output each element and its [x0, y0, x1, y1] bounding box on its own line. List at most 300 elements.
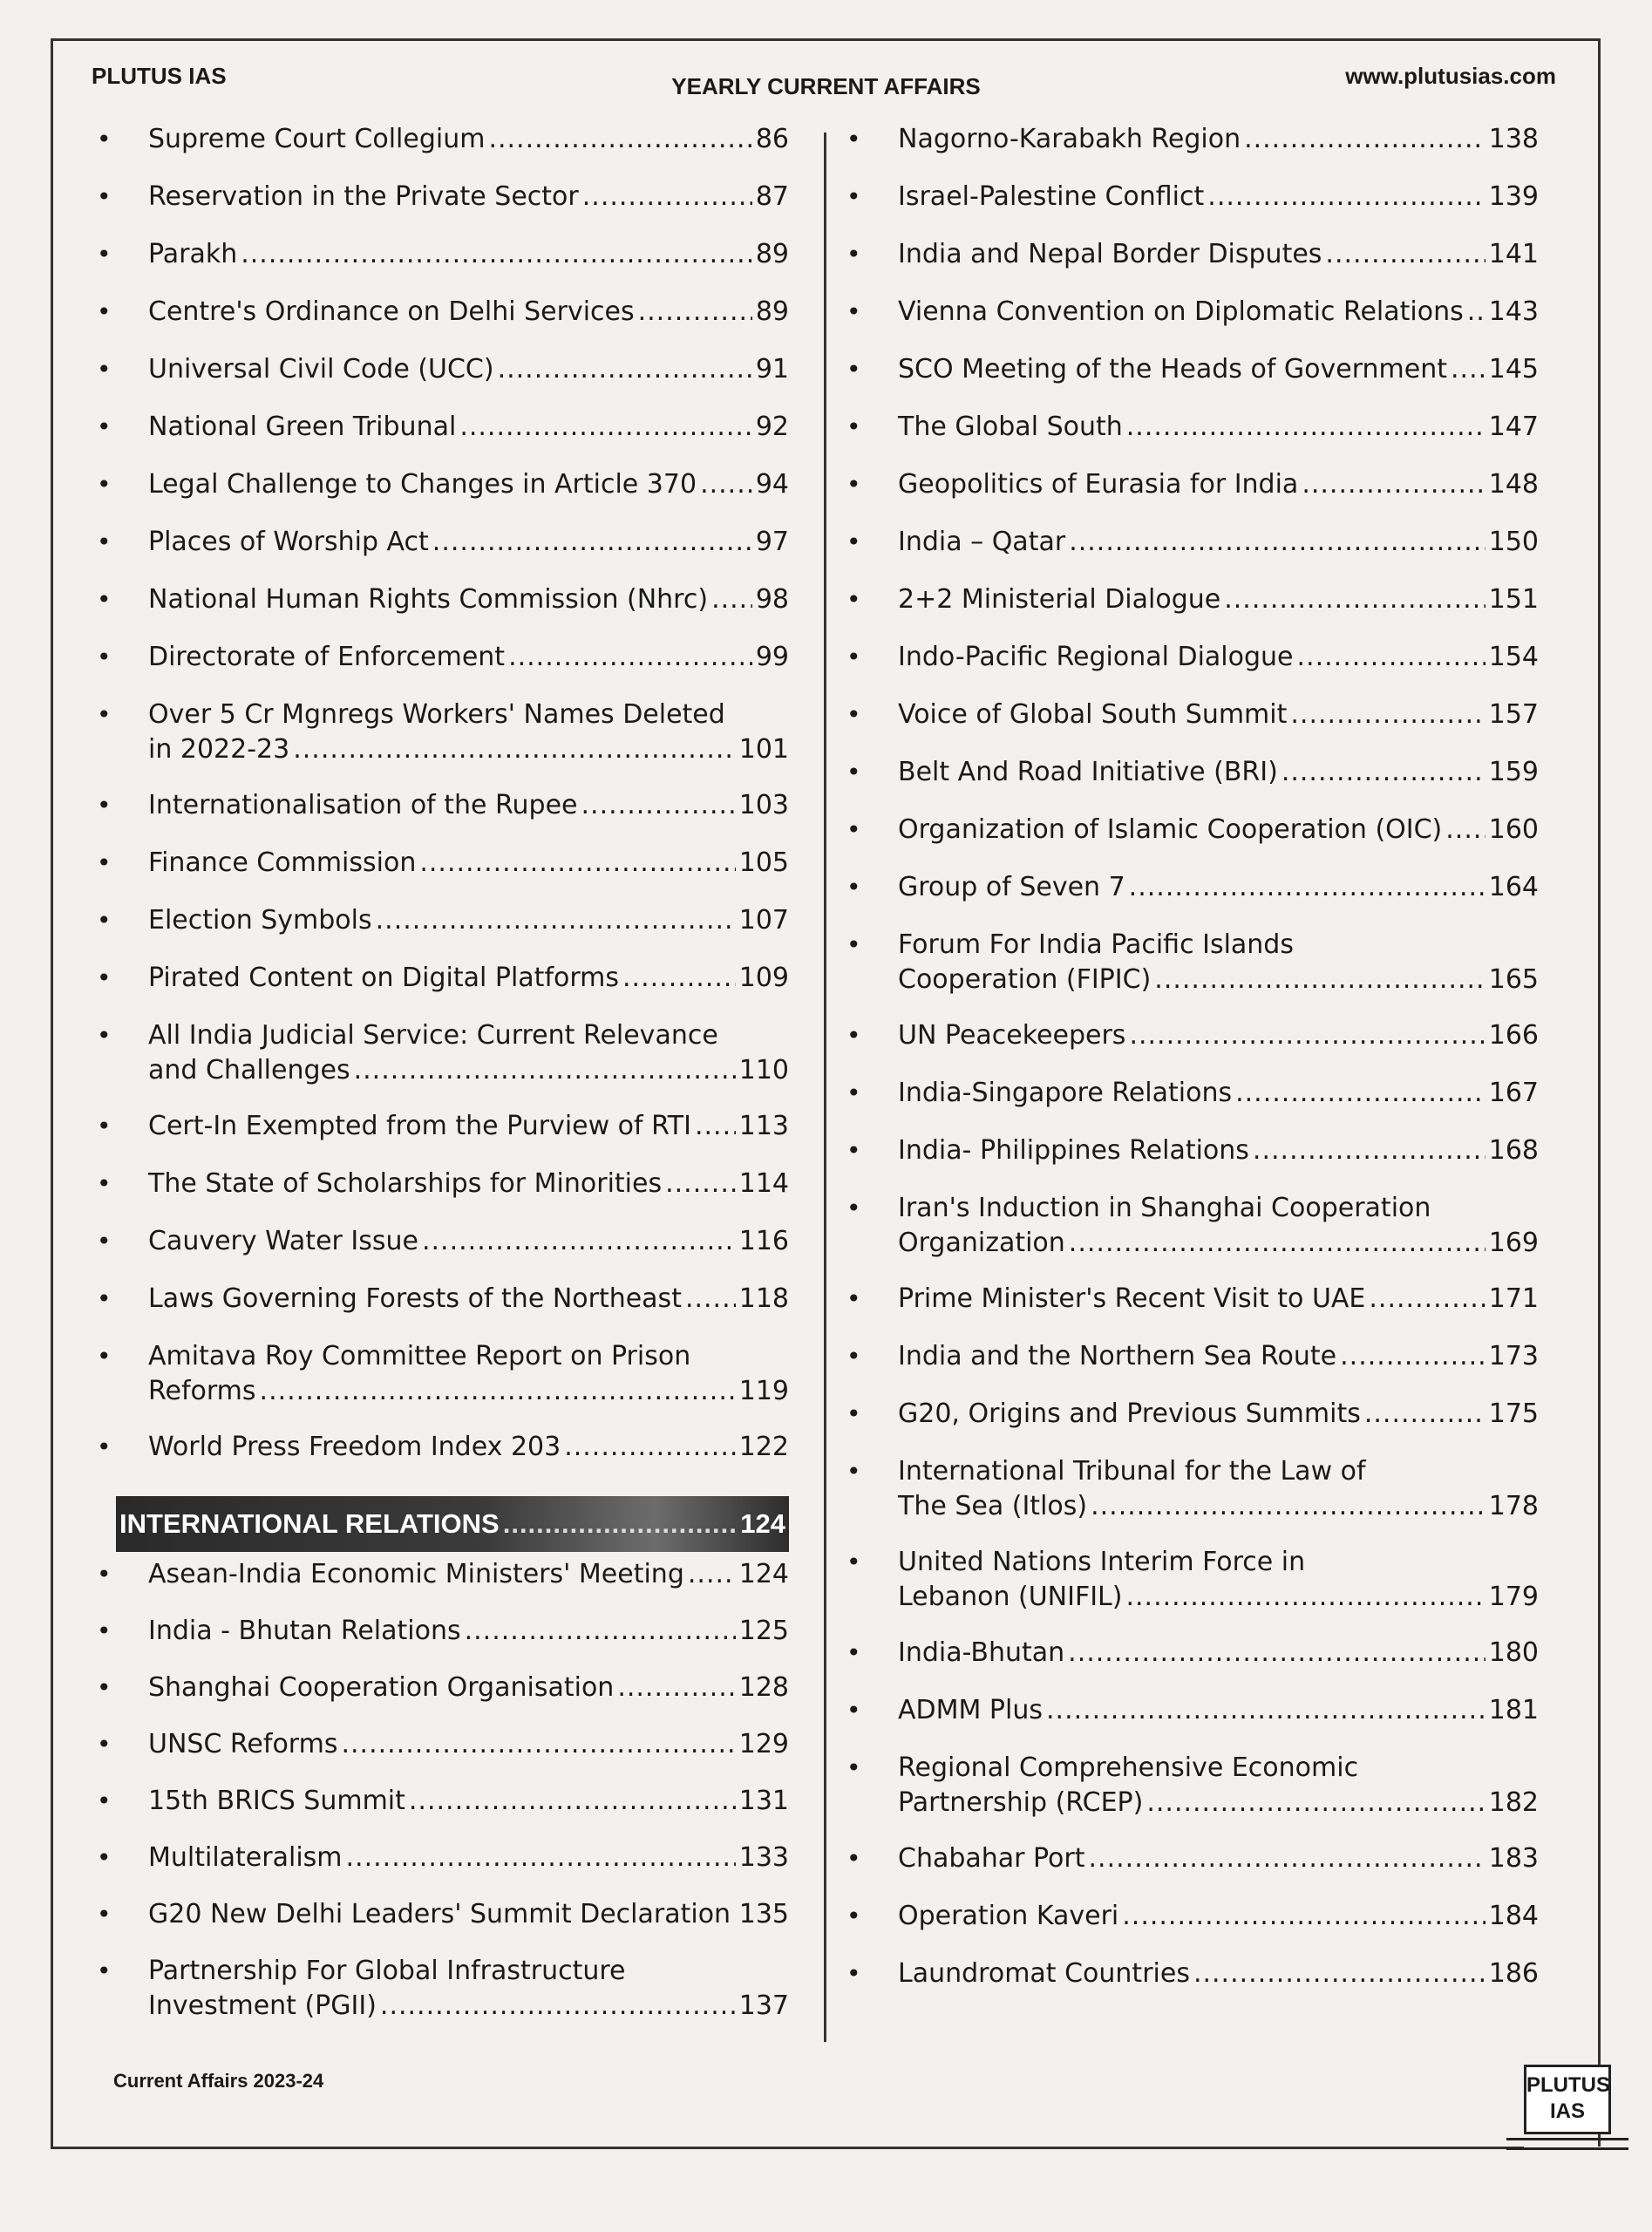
- toc-entry-title: The Sea (Itlos): [898, 1491, 1088, 1521]
- bullet-icon: •: [846, 1753, 861, 1782]
- leader-dots: [617, 1671, 735, 1705]
- toc-entry-page-number: 116: [738, 1226, 789, 1256]
- toc-entry-title: Cert-In Exempted from the Purview of RTI: [148, 1111, 691, 1141]
- toc-entry[interactable]: [92, 1954, 789, 2024]
- toc-entry-line: [898, 1636, 1539, 1671]
- toc-entry-line: [898, 180, 1539, 214]
- toc-entry-title: Legal Challenge to Changes in Article 370: [148, 469, 697, 500]
- toc-entry-line: [148, 1374, 789, 1409]
- leader-dots: [346, 1841, 736, 1875]
- toc-entry-line: [148, 1727, 789, 1762]
- toc-entry[interactable]: [92, 961, 789, 996]
- bullet-icon: •: [97, 182, 112, 211]
- toc-entry-title: Election Symbols: [148, 905, 372, 936]
- toc-entry-line: [148, 180, 789, 214]
- toc-entry[interactable]: [92, 1614, 789, 1649]
- toc-entry[interactable]: [92, 237, 789, 272]
- bullet-icon: •: [97, 906, 112, 935]
- toc-entry[interactable]: [92, 1224, 789, 1259]
- toc-list-left-bottom: [92, 1557, 789, 2045]
- bullet-icon: •: [97, 1956, 112, 1985]
- leader-dots: [1069, 525, 1485, 560]
- toc-entry-line: [898, 525, 1539, 560]
- toc-entry-line: [898, 582, 1539, 617]
- leader-dots: [260, 1374, 736, 1409]
- toc-entry-title: World Press Freedom Index 203: [148, 1432, 561, 1462]
- toc-entry[interactable]: [841, 698, 1539, 732]
- toc-entry[interactable]: [841, 755, 1539, 790]
- toc-entry-page-number: 143: [1488, 296, 1539, 327]
- leader-dots: [1129, 870, 1485, 905]
- toc-entry[interactable]: [92, 295, 789, 330]
- leader-dots: [1451, 352, 1485, 387]
- toc-entry-line: [148, 410, 789, 445]
- toc-entry-title: UNSC Reforms: [148, 1729, 338, 1759]
- bullet-icon: •: [97, 963, 112, 992]
- leader-dots: [1281, 755, 1485, 790]
- leader-dots: [354, 1053, 736, 1088]
- leader-dots: [380, 1989, 736, 2024]
- toc-entry-page-number: 181: [1488, 1695, 1539, 1725]
- toc-entry[interactable]: [841, 1841, 1539, 1876]
- leader-dots: [376, 903, 736, 938]
- leader-dots: [1089, 1841, 1485, 1876]
- toc-entry[interactable]: [92, 1557, 789, 1592]
- toc-entry-title: Prime Minister's Recent Visit to UAE: [898, 1283, 1366, 1314]
- bullet-icon: •: [97, 527, 112, 556]
- toc-left-column: [92, 122, 789, 2045]
- toc-entry-page-number: 139: [1488, 181, 1539, 212]
- toc-entry[interactable]: [841, 582, 1539, 617]
- section-title: INTERNATIONAL RELATIONS: [119, 1508, 500, 1539]
- toc-entry[interactable]: [841, 1133, 1539, 1168]
- leader-dots: [582, 180, 752, 214]
- toc-entry[interactable]: [841, 1191, 1539, 1261]
- toc-entry[interactable]: [92, 698, 789, 767]
- toc-entry-title: Supreme Court Collegium: [148, 124, 486, 154]
- toc-entry-line: [898, 813, 1539, 847]
- toc-entry-title: Finance Commission: [148, 847, 417, 878]
- toc-entry[interactable]: [92, 122, 789, 157]
- bullet-icon: •: [846, 1079, 861, 1107]
- toc-entry-line: [148, 1430, 789, 1465]
- toc-entry-title: Cooperation (FIPIC): [898, 964, 1152, 995]
- toc-entry-title: India-Singapore Relations: [898, 1078, 1233, 1108]
- toc-entry[interactable]: [841, 1454, 1539, 1524]
- toc-entry[interactable]: [92, 1841, 789, 1875]
- bullet-icon: •: [97, 1284, 112, 1313]
- toc-entry[interactable]: [92, 525, 789, 560]
- leader-dots: [488, 122, 751, 157]
- toc-entry-page-number: 128: [738, 1672, 789, 1703]
- toc-entry-title: Israel-Palestine Conflict: [898, 181, 1205, 212]
- leader-dots: [1369, 1282, 1485, 1317]
- toc-entry-page-number: 101: [738, 734, 789, 765]
- toc-entry-title: Partnership (RCEP): [898, 1787, 1144, 1818]
- toc-entry[interactable]: [92, 1784, 789, 1819]
- toc-entry-title: UN Peacekeepers: [898, 1020, 1126, 1051]
- toc-entry-line: [148, 1614, 789, 1649]
- toc-entry[interactable]: [841, 1636, 1539, 1671]
- toc-entry-title: Reservation in the Private Sector: [148, 181, 579, 212]
- leader-dots: [465, 1614, 736, 1649]
- toc-entry-title: The State of Scholarships for Minorities: [148, 1168, 663, 1199]
- leader-dots: [409, 1784, 736, 1819]
- toc-entry-page-number: 180: [1488, 1637, 1539, 1668]
- toc-entry-title: Belt And Road Initiative (BRI): [898, 757, 1278, 787]
- toc-entry-line: [898, 1489, 1539, 1524]
- toc-entry[interactable]: [92, 1109, 789, 1144]
- toc-entry-line: [898, 755, 1539, 790]
- leader-dots: [1325, 237, 1485, 272]
- bullet-icon: •: [846, 1342, 861, 1371]
- toc-entry[interactable]: [92, 467, 789, 502]
- toc-entry[interactable]: [841, 295, 1539, 330]
- bullet-icon: •: [846, 182, 861, 211]
- bullet-icon: •: [97, 1616, 112, 1645]
- leader-dots: [1467, 295, 1485, 330]
- toc-entry-title: Organization: [898, 1228, 1065, 1258]
- bullet-icon: •: [846, 1194, 861, 1222]
- bullet-icon: •: [846, 873, 861, 902]
- bullet-icon: •: [846, 412, 861, 441]
- toc-entry-line: [898, 237, 1539, 272]
- footer-label: Current Affairs 2023-24: [113, 2070, 324, 2092]
- bullet-icon: •: [97, 412, 112, 441]
- bullet-icon: •: [97, 1900, 112, 1929]
- section-heading-international-relations[interactable]: [116, 1496, 789, 1552]
- toc-entry-title: National Green Tribunal: [148, 412, 457, 442]
- toc-entry[interactable]: [92, 180, 789, 214]
- leader-dots: [1235, 1076, 1485, 1111]
- toc-entry[interactable]: [92, 1727, 789, 1762]
- toc-entry-title: Internationalisation of the Rupee: [148, 790, 578, 820]
- bullet-icon: •: [846, 1284, 861, 1313]
- toc-entry-page-number: 99: [755, 642, 789, 672]
- bullet-icon: •: [97, 1169, 112, 1198]
- toc-entry-line: [148, 1557, 789, 1592]
- toc-entry-line: [148, 961, 789, 996]
- toc-entry-page-number: 183: [1488, 1843, 1539, 1874]
- leader-dots: [1193, 1956, 1485, 1991]
- toc-entry-page-number: 166: [1488, 1020, 1539, 1051]
- toc-entry-line: [898, 467, 1539, 502]
- toc-entry[interactable]: [841, 237, 1539, 272]
- bullet-icon: •: [97, 1112, 112, 1140]
- toc-entry[interactable]: [841, 410, 1539, 445]
- toc-entry-page-number: 178: [1488, 1491, 1539, 1521]
- toc-entry[interactable]: [92, 1018, 789, 1088]
- toc-entry-line: [898, 1282, 1539, 1317]
- toc-entry-line: [898, 1397, 1539, 1432]
- toc-entry[interactable]: [92, 1167, 789, 1201]
- toc-entry[interactable]: [92, 1430, 789, 1465]
- toc-entry-title: SCO Meeting of the Heads of Government: [898, 354, 1447, 384]
- toc-entry-line: [898, 1133, 1539, 1168]
- toc-entry-title: Indo-Pacific Regional Dialogue: [898, 642, 1294, 672]
- toc-entry[interactable]: [841, 180, 1539, 214]
- toc-entry-line: [898, 1956, 1539, 1991]
- toc-entry[interactable]: [92, 903, 789, 938]
- toc-entry[interactable]: [841, 1018, 1539, 1053]
- leader-dots: [341, 1727, 735, 1762]
- leader-dots: [432, 525, 752, 560]
- toc-entry-page-number: 110: [738, 1055, 789, 1085]
- toc-entry-page-number: 148: [1488, 469, 1539, 500]
- toc-entry[interactable]: [92, 788, 789, 823]
- toc-entry-title: India-Bhutan: [898, 1637, 1065, 1668]
- toc-entry-page-number: 131: [738, 1786, 789, 1816]
- toc-entry-line: [148, 903, 789, 938]
- leader-dots: [1290, 698, 1485, 732]
- toc-entry-page-number: 169: [1488, 1228, 1539, 1258]
- bullet-icon: •: [846, 125, 861, 153]
- leader-dots: [1046, 1693, 1485, 1728]
- bullet-icon: •: [97, 1730, 112, 1759]
- toc-entry-title-line1: Forum For India Pacific Islands: [898, 929, 1294, 960]
- toc-entry-line: [898, 1786, 1539, 1820]
- toc-entry-title: G20, Origins and Previous Summits: [898, 1398, 1361, 1429]
- bullet-icon: •: [97, 297, 112, 326]
- header-website: www.plutusias.com: [1345, 63, 1556, 89]
- toc-entry[interactable]: [841, 1899, 1539, 1934]
- toc-entry[interactable]: [841, 1397, 1539, 1432]
- bullet-icon: •: [97, 470, 112, 499]
- toc-entry-title: National Human Rights Commission (Nhrc): [148, 584, 709, 615]
- toc-entry-page-number: 105: [738, 847, 789, 878]
- toc-entry-title: Multilateralism: [148, 1842, 343, 1873]
- toc-entry[interactable]: [841, 1956, 1539, 1991]
- leader-dots: [1253, 1133, 1485, 1168]
- bullet-icon: •: [846, 470, 861, 499]
- bullet-icon: •: [97, 1786, 112, 1815]
- toc-entry-page-number: 118: [738, 1283, 789, 1314]
- toc-entry-page-number: 173: [1488, 1341, 1539, 1371]
- toc-right-column: [841, 122, 1539, 2014]
- toc-entry-page-number: 129: [738, 1729, 789, 1759]
- toc-entry-page-number: 91: [755, 354, 789, 384]
- toc-entry-title: Reforms: [148, 1376, 256, 1406]
- bullet-icon: •: [846, 1638, 861, 1667]
- leader-dots: [581, 788, 736, 823]
- toc-entry-title: and Challenges: [148, 1055, 350, 1085]
- bullet-icon: •: [97, 355, 112, 384]
- toc-entry-page-number: 114: [738, 1168, 789, 1199]
- toc-entry-line: [148, 525, 789, 560]
- leader-dots: [1126, 410, 1485, 445]
- bullet-icon: •: [97, 791, 112, 820]
- leader-dots: [685, 1282, 736, 1317]
- bullet-icon: •: [97, 1432, 112, 1461]
- toc-entry-page-number: 167: [1488, 1078, 1539, 1108]
- toc-entry-page-number: 89: [755, 239, 789, 269]
- toc-entry-page-number: 87: [755, 181, 789, 212]
- toc-entry-line: [148, 467, 789, 502]
- bullet-icon: •: [97, 1843, 112, 1872]
- section-page-number: 124: [740, 1508, 785, 1539]
- toc-entry-title: Operation Kaveri: [898, 1901, 1119, 1931]
- toc-entry-page-number: 157: [1488, 699, 1539, 730]
- bullet-icon: •: [846, 1548, 861, 1576]
- toc-entry-line: [148, 640, 789, 675]
- toc-entry-title: Cauvery Water Issue: [148, 1226, 418, 1256]
- leader-dots: [695, 1109, 736, 1144]
- toc-entry-title: Laundromat Countries: [898, 1958, 1190, 1989]
- toc-entry-line: [898, 870, 1539, 905]
- logo-line-2: IAS: [1549, 2099, 1585, 2123]
- toc-entry-line: [148, 582, 789, 617]
- bullet-icon: •: [97, 1227, 112, 1256]
- toc-entry-page-number: 160: [1488, 814, 1539, 845]
- toc-entry-line: [148, 352, 789, 387]
- toc-entry-title-line1: All India Judicial Service: Current Relevance: [148, 1020, 718, 1051]
- toc-entry[interactable]: [92, 640, 789, 675]
- leader-dots: [1154, 963, 1485, 997]
- toc-entry-title: in 2022-23: [148, 734, 290, 765]
- bullet-icon: •: [846, 1457, 861, 1486]
- toc-entry[interactable]: [92, 846, 789, 881]
- bullet-icon: •: [846, 1844, 861, 1873]
- toc-entry-title: Organization of Islamic Cooperation (OIC): [898, 814, 1443, 845]
- toc-entry-title: 15th BRICS Summit: [148, 1786, 405, 1816]
- leader-dots: [1224, 582, 1485, 617]
- toc-entry-page-number: 150: [1488, 527, 1539, 557]
- toc-entry-line: [898, 410, 1539, 445]
- logo-stand: [1506, 2138, 1628, 2150]
- column-divider: [824, 133, 826, 2042]
- toc-entry-page-number: 179: [1488, 1582, 1539, 1612]
- leader-dots: [1122, 1899, 1485, 1934]
- toc-entry[interactable]: [841, 928, 1539, 997]
- bullet-icon: •: [846, 1399, 861, 1428]
- bullet-icon: •: [846, 240, 861, 269]
- toc-entry[interactable]: [841, 525, 1539, 560]
- toc-entry[interactable]: [841, 122, 1539, 157]
- toc-entry-page-number: 164: [1488, 872, 1539, 902]
- toc-entry-title: Centre's Ordinance on Delhi Services: [148, 296, 635, 327]
- toc-entry-title-line1: Partnership For Global Infrastructure: [148, 1956, 626, 1986]
- toc-entry[interactable]: [841, 1282, 1539, 1317]
- toc-entry-line: [148, 1989, 789, 2024]
- bullet-icon: •: [846, 930, 861, 959]
- toc-entry-page-number: 137: [738, 1990, 789, 2021]
- toc-entry[interactable]: [92, 410, 789, 445]
- leader-dots: [665, 1167, 736, 1201]
- toc-entry-title: Pirated Content on Digital Platforms: [148, 963, 620, 993]
- toc-entry[interactable]: [92, 1282, 789, 1317]
- toc-entry-page-number: 151: [1488, 584, 1539, 615]
- toc-entry-line: [148, 1053, 789, 1088]
- toc-entry-title: Investment (PGII): [148, 1990, 377, 2021]
- toc-entry-line: [148, 122, 789, 157]
- leader-dots: [1207, 180, 1485, 214]
- bullet-icon: •: [846, 643, 861, 671]
- leader-dots: [734, 1897, 736, 1932]
- toc-entry-line: [148, 1224, 789, 1259]
- toc-entry-line: [898, 640, 1539, 675]
- toc-entry-line: [898, 963, 1539, 997]
- toc-entry-line: [898, 1899, 1539, 1934]
- toc-entry-page-number: 138: [1488, 124, 1539, 154]
- toc-entry-title: The Global South: [898, 412, 1123, 442]
- toc-entry[interactable]: [841, 1545, 1539, 1615]
- toc-entry-title-line1: Amitava Roy Committee Report on Prison: [148, 1341, 691, 1371]
- leader-dots: [503, 1508, 738, 1540]
- toc-entry[interactable]: [841, 640, 1539, 675]
- leader-dots: [1091, 1489, 1485, 1524]
- leader-dots: [688, 1557, 736, 1592]
- toc-entry[interactable]: [92, 352, 789, 387]
- toc-entry-page-number: 86: [755, 124, 789, 154]
- toc-entry-page-number: 182: [1488, 1787, 1539, 1818]
- bullet-icon: •: [846, 1696, 861, 1725]
- leader-dots: [1302, 467, 1485, 502]
- toc-entry[interactable]: [841, 467, 1539, 502]
- bullet-icon: •: [97, 848, 112, 877]
- toc-entry[interactable]: [841, 1751, 1539, 1820]
- toc-entry-title-line1: Regional Comprehensive Economic: [898, 1752, 1359, 1783]
- toc-entry[interactable]: [841, 352, 1539, 387]
- toc-entry-line: [148, 846, 789, 881]
- toc-entry[interactable]: [92, 1339, 789, 1409]
- toc-entry[interactable]: [841, 1339, 1539, 1374]
- toc-entry-line: [898, 1226, 1539, 1261]
- toc-entry[interactable]: [841, 870, 1539, 905]
- toc-entry-page-number: 133: [738, 1842, 789, 1873]
- toc-entry-title: India- Philippines Relations: [898, 1135, 1249, 1166]
- toc-entry-page-number: 103: [738, 790, 789, 820]
- leader-dots: [1068, 1636, 1485, 1671]
- bullet-icon: •: [97, 240, 112, 269]
- bullet-icon: •: [846, 1959, 861, 1988]
- toc-entry-title: India – Qatar: [898, 527, 1066, 557]
- toc-entry-title: Lebanon (UNIFIL): [898, 1582, 1123, 1612]
- bullet-icon: •: [97, 700, 112, 729]
- page-frame-bottom: [51, 2147, 1524, 2149]
- toc-entry[interactable]: [92, 1897, 789, 1932]
- toc-entry-title: Laws Governing Forests of the Northeast: [148, 1283, 682, 1314]
- toc-entry-page-number: 165: [1488, 964, 1539, 995]
- leader-dots: [241, 237, 752, 272]
- toc-entry-line: [148, 1841, 789, 1875]
- bullet-icon: •: [846, 758, 861, 786]
- bullet-icon: •: [97, 125, 112, 153]
- toc-entry-title: Geopolitics of Eurasia for India: [898, 469, 1299, 500]
- toc-entry-title-line1: International Tribunal for the Law of: [898, 1456, 1366, 1487]
- toc-entry-line: [898, 352, 1539, 387]
- toc-entry-page-number: 186: [1488, 1958, 1539, 1989]
- toc-entry-title: India and the Northern Sea Route: [898, 1341, 1337, 1371]
- toc-entry-line: [898, 1339, 1539, 1374]
- bullet-icon: •: [846, 297, 861, 326]
- toc-entry-title: Places of Worship Act: [148, 527, 429, 557]
- toc-entry-page-number: 141: [1488, 239, 1539, 269]
- leader-dots: [1297, 640, 1485, 675]
- toc-entry-title: Chabahar Port: [898, 1843, 1085, 1874]
- toc-entry-title: Asean-India Economic Ministers' Meeting: [148, 1559, 684, 1589]
- toc-entry-title: Shanghai Cooperation Organisation: [148, 1672, 615, 1703]
- toc-entry[interactable]: [841, 1693, 1539, 1728]
- toc-entry-title: Directorate of Enforcement: [148, 642, 506, 672]
- toc-entry[interactable]: [92, 1671, 789, 1705]
- toc-entry-page-number: 122: [738, 1432, 789, 1462]
- toc-entry-line: [148, 732, 789, 767]
- toc-entry-page-number: 159: [1488, 757, 1539, 787]
- toc-entry[interactable]: [92, 582, 789, 617]
- toc-entry[interactable]: [841, 1076, 1539, 1111]
- toc-entry[interactable]: [841, 813, 1539, 847]
- toc-entry-page-number: 154: [1488, 642, 1539, 672]
